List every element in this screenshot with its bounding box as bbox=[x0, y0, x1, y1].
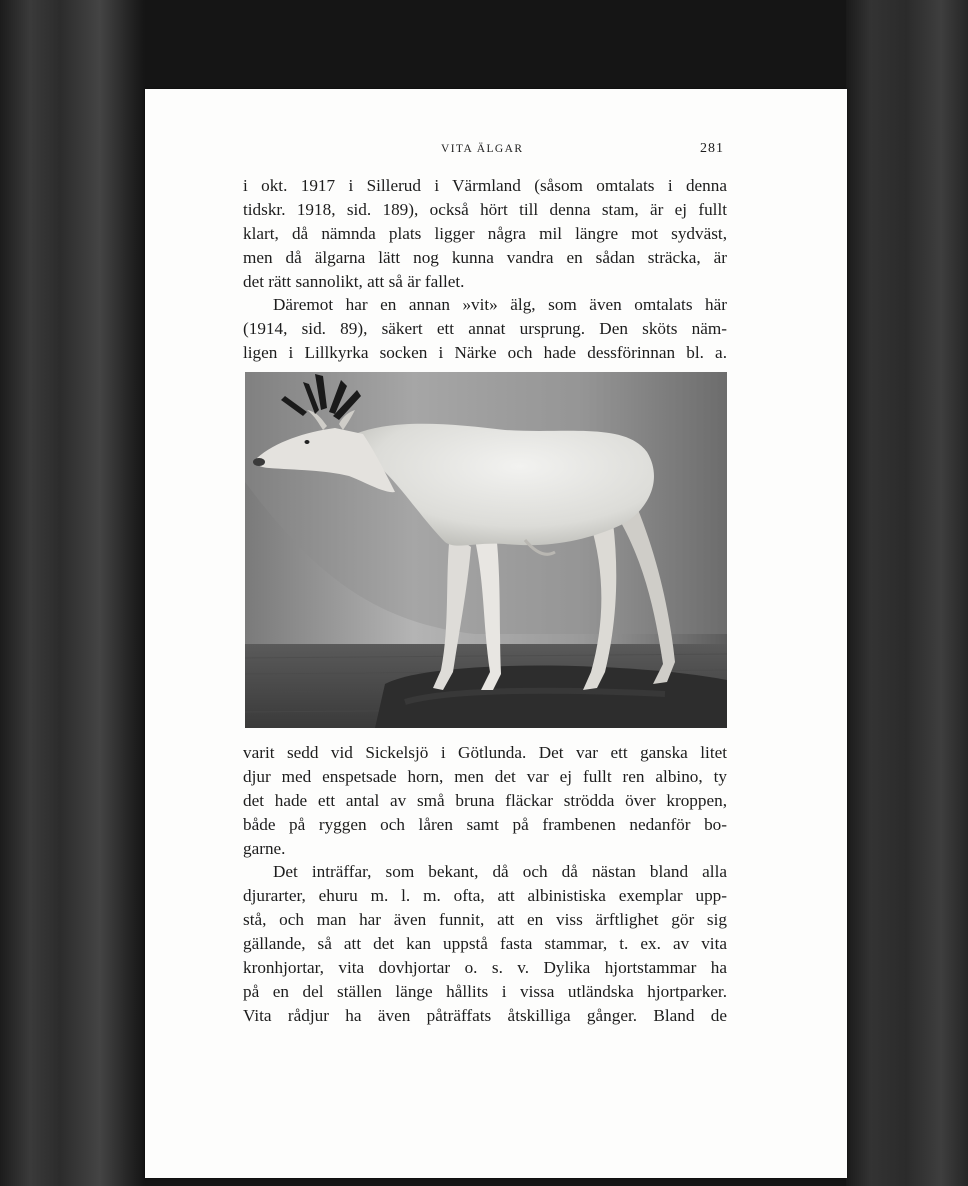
text-line: det rätt sannolikt, att så är fallet. bbox=[243, 271, 465, 291]
text-line: stå, och man har även funnit, att en viss ärftlighet gör sig bbox=[243, 910, 727, 930]
text-line: Vita rådjur ha även påträffats åtskilliga gånger. Bland de bbox=[243, 1005, 727, 1025]
text-line: det hade ett antal av små bruna fläckar strödda över kroppen, bbox=[243, 790, 727, 810]
text-line: Det inträffar, som bekant, då och då nästan bland alla bbox=[273, 862, 727, 882]
text-line: djurarter, ehuru m. l. m. ofta, att albinistiska exemplar upp- bbox=[243, 886, 727, 906]
text-line: (1914, sid. 89), säkert ett annat ursprung. Den sköts näm- bbox=[243, 319, 727, 339]
running-title: VITA ÄLGAR bbox=[441, 143, 524, 155]
scan-background-right bbox=[846, 0, 968, 1186]
text-line: men då älgarna lätt nog kunna vandra en sådan sträcka, är bbox=[243, 247, 727, 267]
text-line: i okt. 1917 i Sillerud i Värmland (såsom omtalats i denna bbox=[243, 176, 727, 195]
text-line: på en del ställen länge hållits i vissa utländska hjortparker. bbox=[243, 981, 727, 1001]
text-line: tidskr. 1918, sid. 189), också hört till denna stam, är ej fullt bbox=[243, 199, 727, 219]
text-line: klart, då nämnda plats ligger några mil längre mot sydväst, bbox=[243, 223, 727, 243]
text-line: både på ryggen och låren samt på frambenen nedanför bo- bbox=[243, 814, 727, 834]
text-line: garne. bbox=[243, 838, 286, 858]
book-page bbox=[145, 89, 847, 1178]
text-block-top bbox=[243, 174, 727, 365]
text-line: Däremot har en annan »vit» älg, som även omtalats här bbox=[273, 295, 727, 315]
text-block-bottom bbox=[243, 741, 727, 1028]
page-number: 281 bbox=[700, 141, 724, 156]
text-line: varit sedd vid Sickelsjö i Götlunda. Det var ett ganska litet bbox=[243, 743, 727, 762]
text-line: ligen i Lillkyrka socken i Närke och hade dessförinnan bl. a. bbox=[243, 343, 727, 363]
white-elk-photograph bbox=[245, 372, 727, 728]
text-line: kronhjortar, vita dovhjortar o. s. v. Dylika hjortstammar ha bbox=[243, 958, 727, 978]
text-line: gällande, så att det kan uppstå fasta stammar, t. ex. av vita bbox=[243, 934, 727, 954]
running-head bbox=[145, 143, 847, 159]
text-line: djur med enspetsade horn, men det var ej fullt ren albino, ty bbox=[243, 766, 727, 786]
